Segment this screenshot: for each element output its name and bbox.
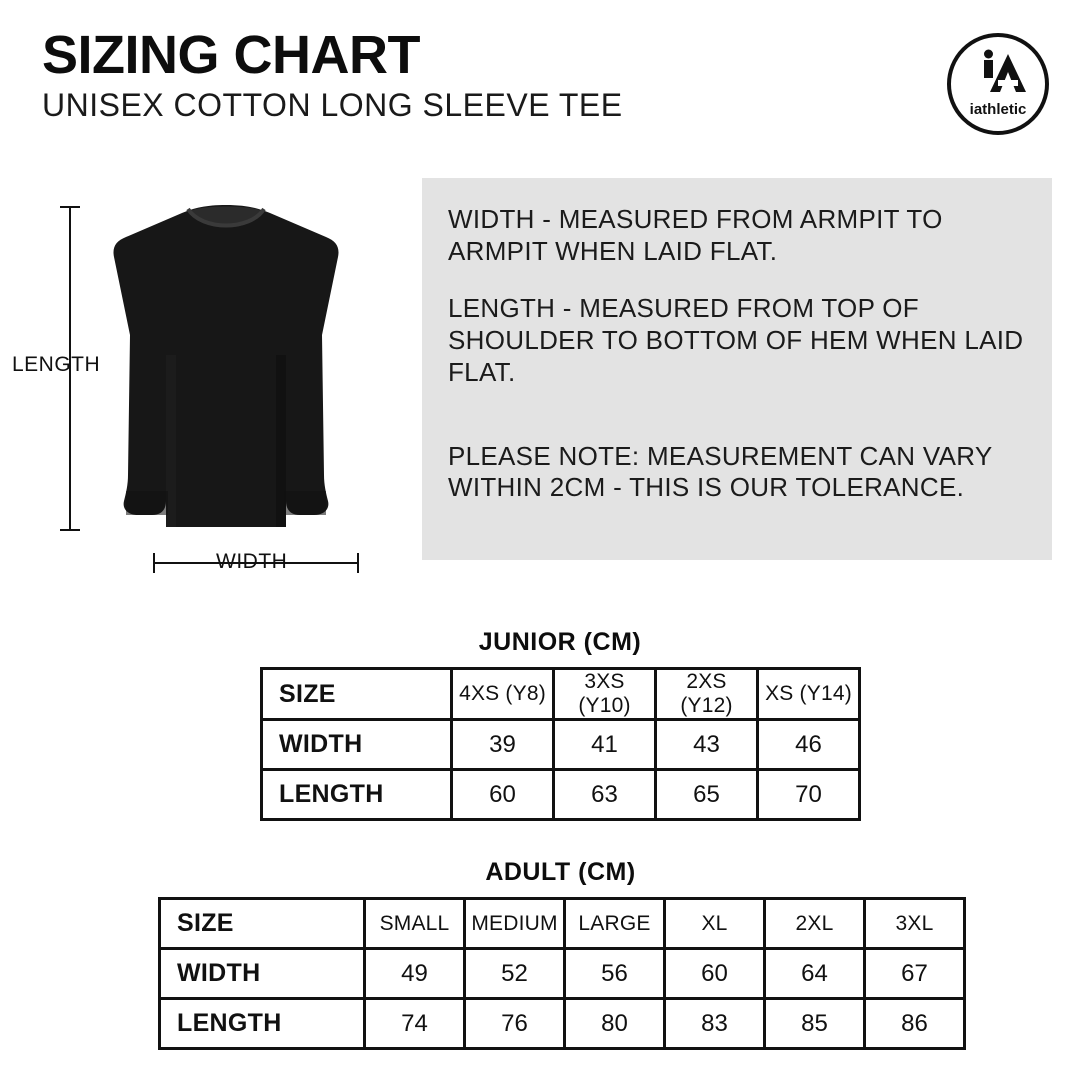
- table-cell: 60: [665, 949, 765, 999]
- table-cell: 2XL: [765, 899, 865, 949]
- row-label: WIDTH: [160, 949, 365, 999]
- table-cell: 41: [554, 720, 656, 770]
- table-cell: 74: [365, 999, 465, 1049]
- table-cell: 60: [452, 770, 554, 820]
- adult-size-table: [158, 897, 966, 1050]
- brand-logo: [946, 32, 1050, 136]
- table-cell: 64: [765, 949, 865, 999]
- table-cell: XS (Y14): [758, 669, 860, 720]
- table-cell: XL: [665, 899, 765, 949]
- table-cell: 39: [452, 720, 554, 770]
- table-row: [160, 899, 965, 949]
- row-label: LENGTH: [262, 770, 452, 820]
- table-cell: 85: [765, 999, 865, 1049]
- table-cell: 2XS (Y12): [656, 669, 758, 720]
- table-cell: 76: [465, 999, 565, 1049]
- table-cell: 4XS (Y8): [452, 669, 554, 720]
- measurement-notes: [422, 178, 1052, 560]
- table-cell: 3XL: [865, 899, 965, 949]
- table-cell: 3XS (Y10): [554, 669, 656, 720]
- adult-size-table-block: [158, 858, 963, 1050]
- table-cell: SMALL: [365, 899, 465, 949]
- table-row: [262, 720, 860, 770]
- page-title: SIZING CHART: [42, 25, 420, 85]
- table-cell: 86: [865, 999, 965, 1049]
- table-cell: LARGE: [565, 899, 665, 949]
- table-cell: 46: [758, 720, 860, 770]
- table-cell: 65: [656, 770, 758, 820]
- row-label: SIZE: [262, 669, 452, 720]
- table-cell: 49: [365, 949, 465, 999]
- adult-table-caption: ADULT (CM): [485, 858, 636, 886]
- table-row: [262, 770, 860, 820]
- iathletic-logo-icon: [946, 32, 1050, 136]
- row-label: LENGTH: [160, 999, 365, 1049]
- table-row: [160, 999, 965, 1049]
- width-note: WIDTH - MEASURED FROM ARMPIT TO ARMPIT WHEN LAID FLAT.: [448, 204, 943, 266]
- table-cell: 52: [465, 949, 565, 999]
- table-cell: 80: [565, 999, 665, 1049]
- length-note: LENGTH - MEASURED FROM TOP OF SHOULDER TO BOTTOM OF HEM WHEN LAID FLAT.: [448, 293, 1024, 387]
- junior-size-table: [260, 667, 861, 821]
- junior-size-table-block: [260, 628, 860, 821]
- row-label: WIDTH: [262, 720, 452, 770]
- garment-diagram: [12, 175, 420, 575]
- table-cell: 67: [865, 949, 965, 999]
- junior-table-caption: JUNIOR (CM): [478, 628, 642, 656]
- row-label: SIZE: [160, 899, 365, 949]
- table-cell: MEDIUM: [465, 899, 565, 949]
- length-dimension-label: LENGTH: [12, 353, 101, 376]
- table-row: [160, 949, 965, 999]
- table-cell: 56: [565, 949, 665, 999]
- width-dimension-label: WIDTH: [216, 550, 288, 573]
- table-cell: 63: [554, 770, 656, 820]
- header: [42, 25, 1042, 123]
- table-cell: 70: [758, 770, 860, 820]
- svg-text:iathletic: iathletic: [969, 101, 1027, 118]
- table-cell: 83: [665, 999, 765, 1049]
- notes-spacer: [448, 415, 1034, 441]
- page-subtitle: UNISEX COTTON LONG SLEEVE TEE: [42, 87, 623, 123]
- table-row: [262, 669, 860, 720]
- table-cell: 43: [656, 720, 758, 770]
- tolerance-note: PLEASE NOTE: MEASUREMENT CAN VARY WITHIN 2CM - THIS IS OUR TOLERANCE.: [448, 440, 993, 503]
